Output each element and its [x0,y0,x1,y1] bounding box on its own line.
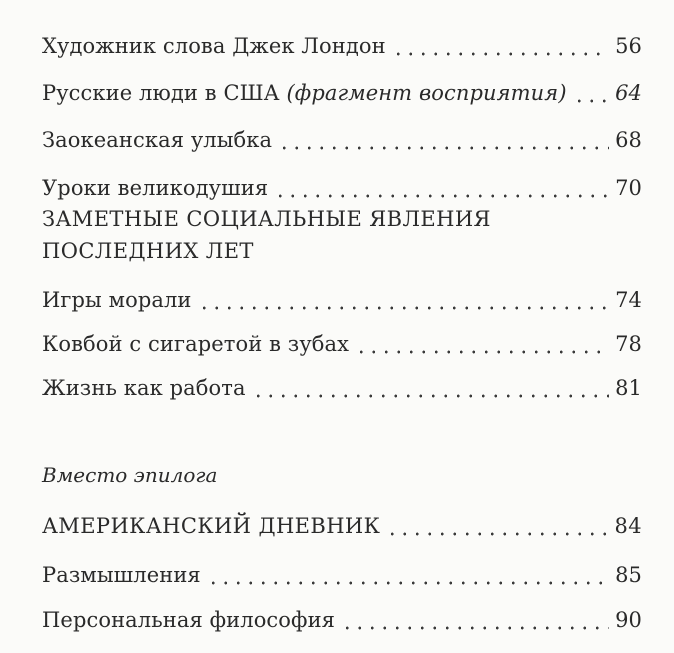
toc-entry-page: 81 [615,375,642,400]
toc-entry-razmyshleniya [42,553,642,587]
toc-entry-page: 85 [615,562,642,587]
toc-entry-title: Ковбой с сигаретой в зубах [42,331,350,356]
toc-entry-igry-morali [42,278,642,312]
toc-entry-title [42,82,567,105]
leader-dots [386,513,608,538]
leader-dots [207,562,609,587]
toc-entry-zhizn-kak-rabota [42,366,642,400]
section-heading-line1: ЗАМЕТНЫЕ СОЦИАЛЬНЫЕ ЯВЛЕНИЯ [42,207,491,231]
toc-entry-title: Персональная философия [42,607,336,632]
toc-entry-zaokeanskaya-ulybka [42,118,642,152]
toc-entry-page: 90 [615,607,642,632]
leader-dots [252,375,609,400]
leader-dots [355,331,609,356]
toc-entry-page: 70 [615,175,642,200]
toc-entry-page: 74 [615,287,642,312]
toc-entry-russkie-lyudi [42,71,642,105]
toc-entry-title: АМЕРИКАНСКИЙ ДНЕВНИК [42,513,381,538]
toc-entry-amerikanskiy-dnevnik [42,504,642,538]
section-heading-line2: ПОСЛЕДНИХ ЛЕТ [42,239,254,263]
toc-entry-title: Игры морали [42,287,192,312]
toc-entry-page: 84 [614,513,642,538]
leader-dots [278,127,609,152]
leader-dots [573,80,609,105]
toc-entry-title: Размышления [42,562,201,587]
toc-entry-khudozhnik-slova [42,24,642,58]
toc-entry-page: 68 [615,127,642,152]
toc-entry-title-italic: (фрагмент восприятия) [286,80,567,105]
toc-entry-kovboy [42,322,642,356]
leader-dots [341,607,609,632]
toc-entry-page: 56 [615,33,642,58]
toc-entry-title-main: Русские люди в США [42,80,280,105]
toc-entry-title: Уроки великодушия [42,175,269,200]
epilogue-label: Вместо эпилога [42,463,218,487]
leader-dots [274,175,609,200]
toc-entry-title: Жизнь как работа [42,375,246,400]
toc-entry-page: 78 [615,331,642,356]
toc-entry-personalnaya-filosofiya [42,598,642,632]
toc-entry-page: 64 [615,80,642,105]
leader-dots [198,287,610,312]
toc-entry-uroki-velikodushiya [42,166,642,200]
toc-entry-title: Заокеанская улыбка [42,127,273,152]
toc-entry-title: Художник слова Джек Лондон [42,33,386,58]
leader-dots [392,33,609,58]
